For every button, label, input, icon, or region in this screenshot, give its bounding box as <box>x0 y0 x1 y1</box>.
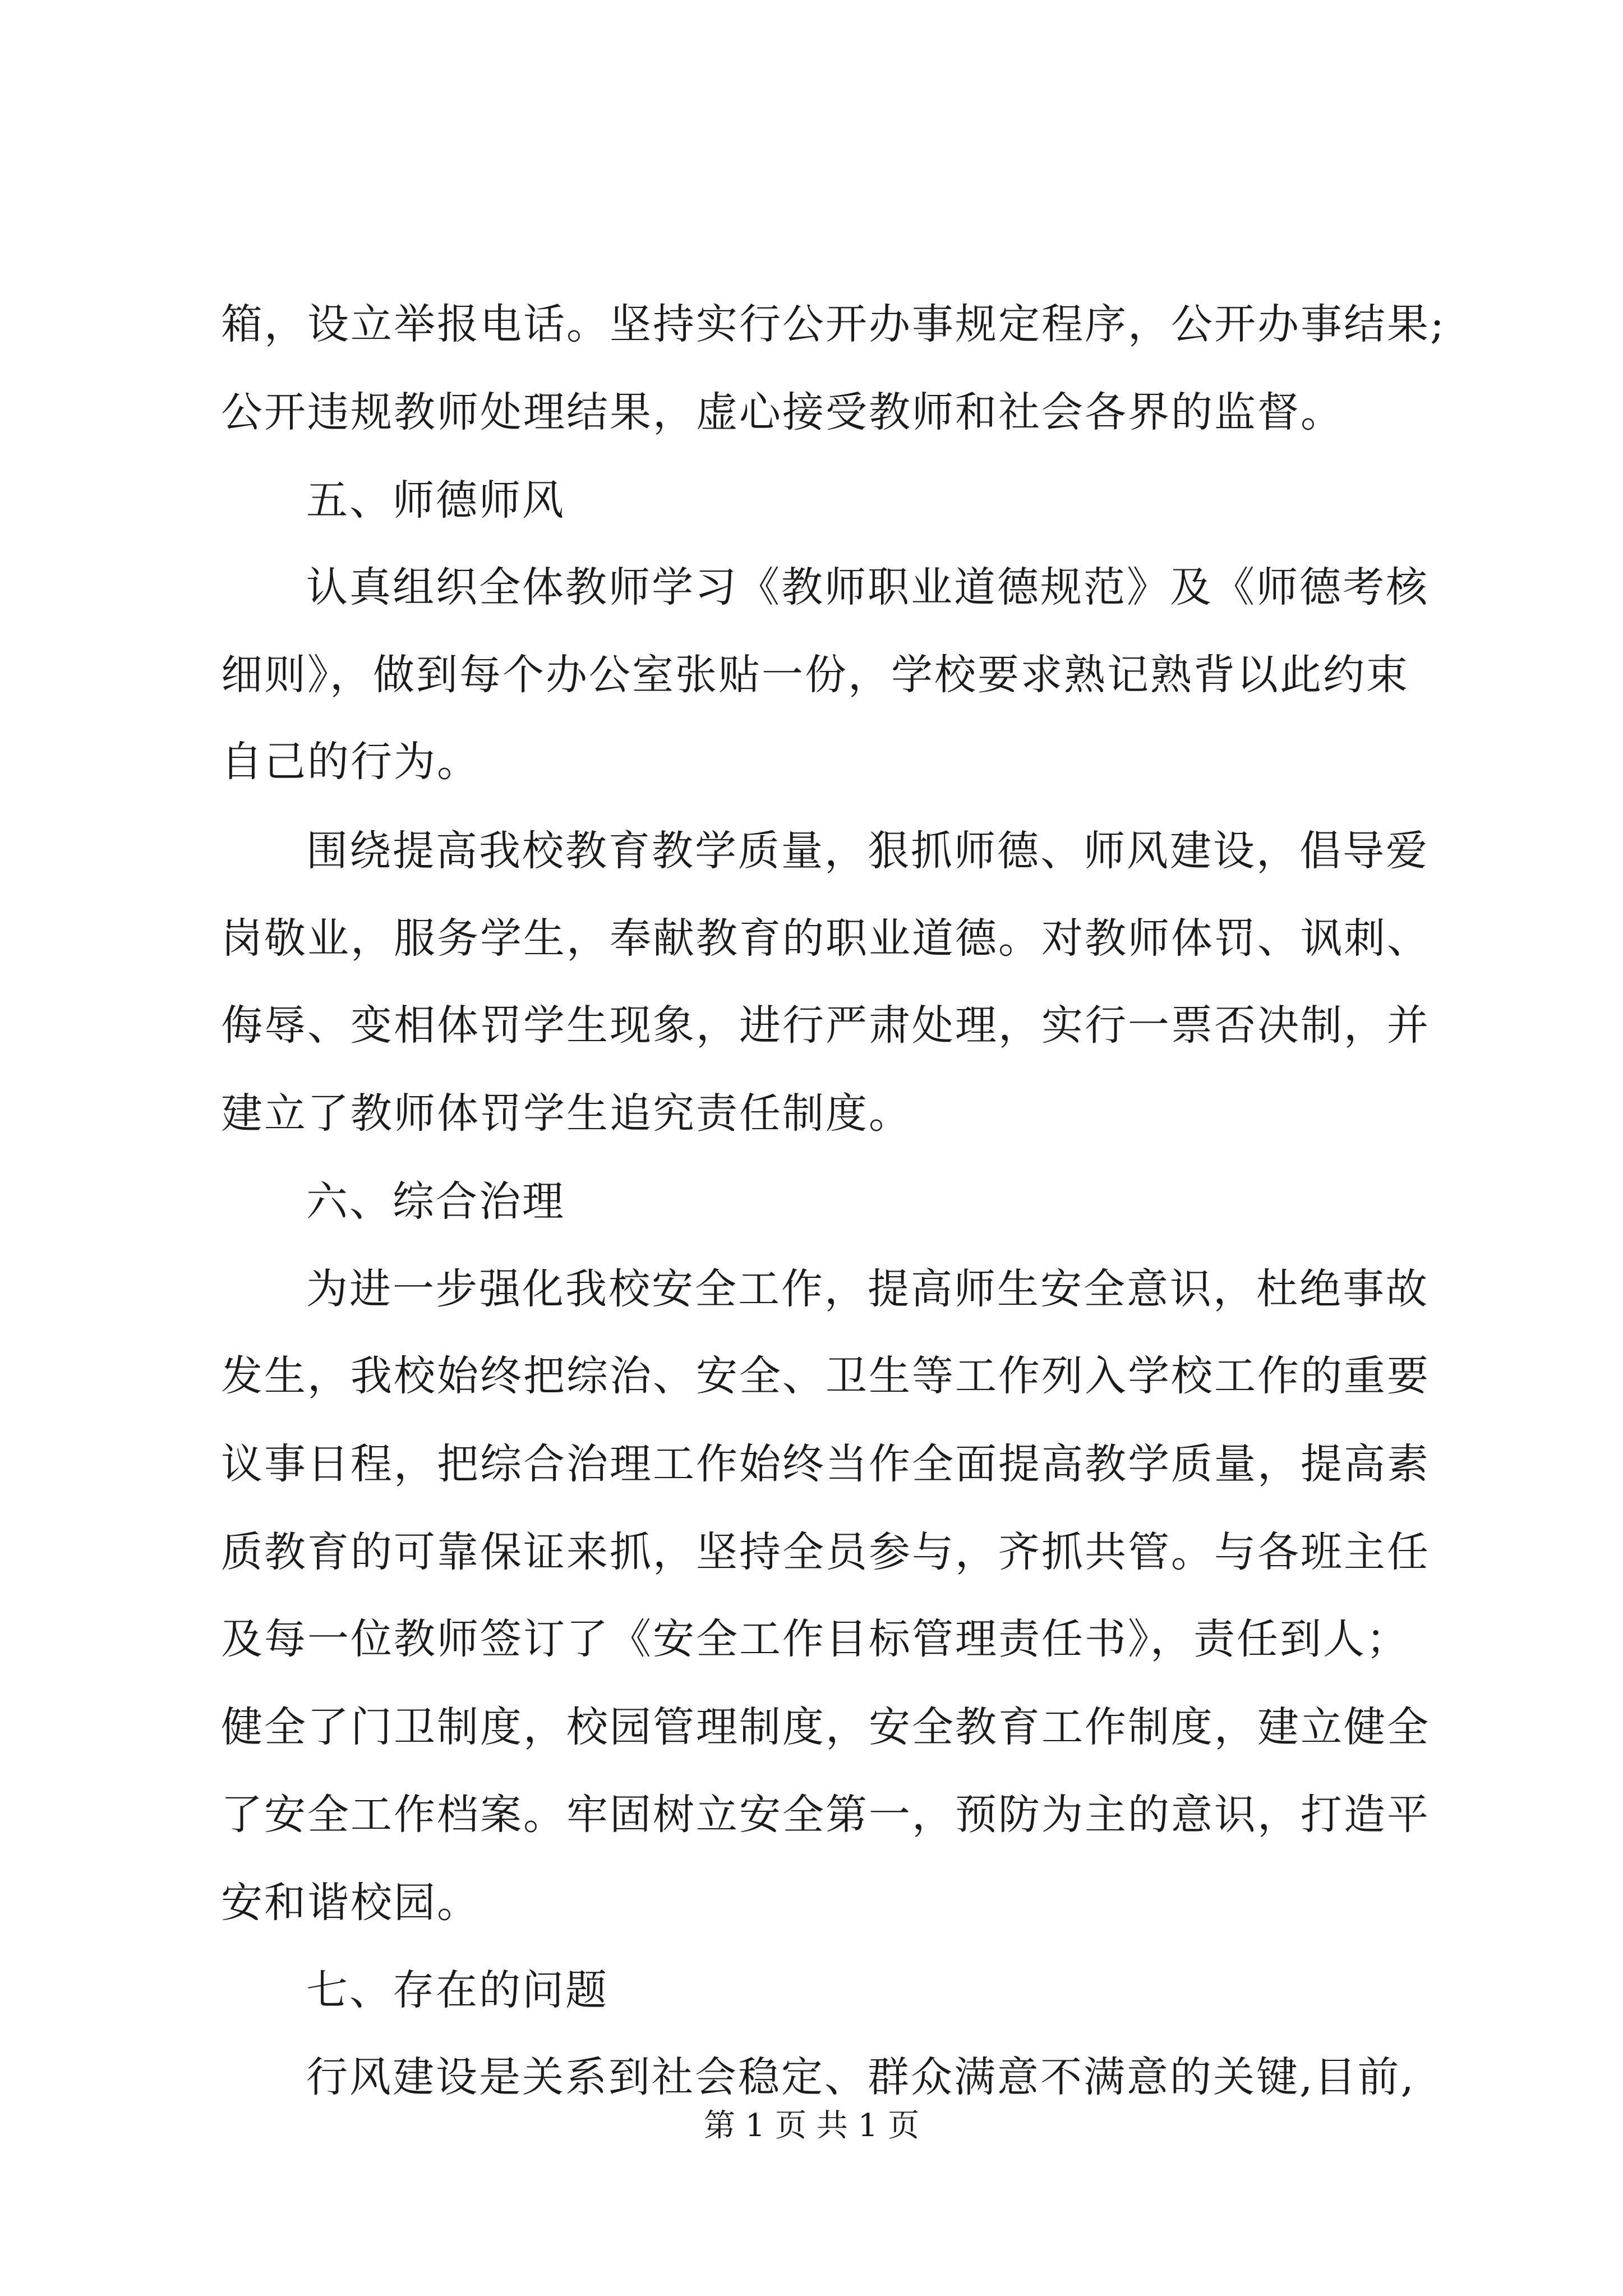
section-heading: 六、综合治理 <box>306 1177 565 1226</box>
body-line: 侮辱、变相体罚学生现象，进行严肃处理，实行一票否决制，并 <box>221 1001 1430 1050</box>
body-line: 建立了教师体罚学生追究责任制度。 <box>221 1089 912 1138</box>
body-line: 议事日程，把综合治理工作始终当作全面提高教学质量，提高素 <box>221 1440 1430 1488</box>
body-line: 质教育的可靠保证来抓，坚持全员参与，齐抓共管。与各班主任 <box>221 1528 1430 1576</box>
page-footer: 第 1 页 共 1 页 <box>703 2108 920 2144</box>
section-heading: 五、师德师风 <box>306 476 565 524</box>
body-line: 了安全工作档案。牢固树立安全第一，预防为主的意识，打造平 <box>221 1791 1430 1839</box>
body-line: 为进一步强化我校安全工作，提高师生安全意识，杜绝事故 <box>306 1265 1429 1313</box>
body-line: 岗敬业，服务学生，奉献教育的职业道德。对教师体罚、讽刺、 <box>221 914 1430 963</box>
body-line: 公开违规教师处理结果，虚心接受教师和社会各界的监督。 <box>221 388 1344 436</box>
body-line: 行风建设是关系到社会稳定、群众满意不满意的关键,目前, <box>306 2053 1416 2101</box>
body-line: 细则》，做到每个办公室张贴一份，学校要求熟记熟背以此约束 <box>221 651 1409 699</box>
body-line: 认真组织全体教师学习《教师职业道德规范》及《师德考核 <box>306 563 1429 611</box>
body-line: 围绕提高我校教育教学质量，狠抓师德、师风建设，倡导爱 <box>306 827 1429 875</box>
body-line: 箱，设立举报电话。坚持实行公开办事规定程序，公开办事结果; <box>221 300 1446 348</box>
body-line: 及每一位教师签订了《安全工作目标管理责任书》，责任到人； <box>221 1615 1409 1663</box>
body-line: 自己的行为。 <box>221 738 480 786</box>
body-line: 发生，我校始终把综治、安全、卫生等工作列入学校工作的重要 <box>221 1352 1430 1400</box>
body-line: 安和谐校园。 <box>221 1879 480 1927</box>
body-line: 健全了门卫制度，校园管理制度，安全教育工作制度，建立健全 <box>221 1703 1430 1751</box>
section-heading: 七、存在的问题 <box>306 1966 608 2014</box>
